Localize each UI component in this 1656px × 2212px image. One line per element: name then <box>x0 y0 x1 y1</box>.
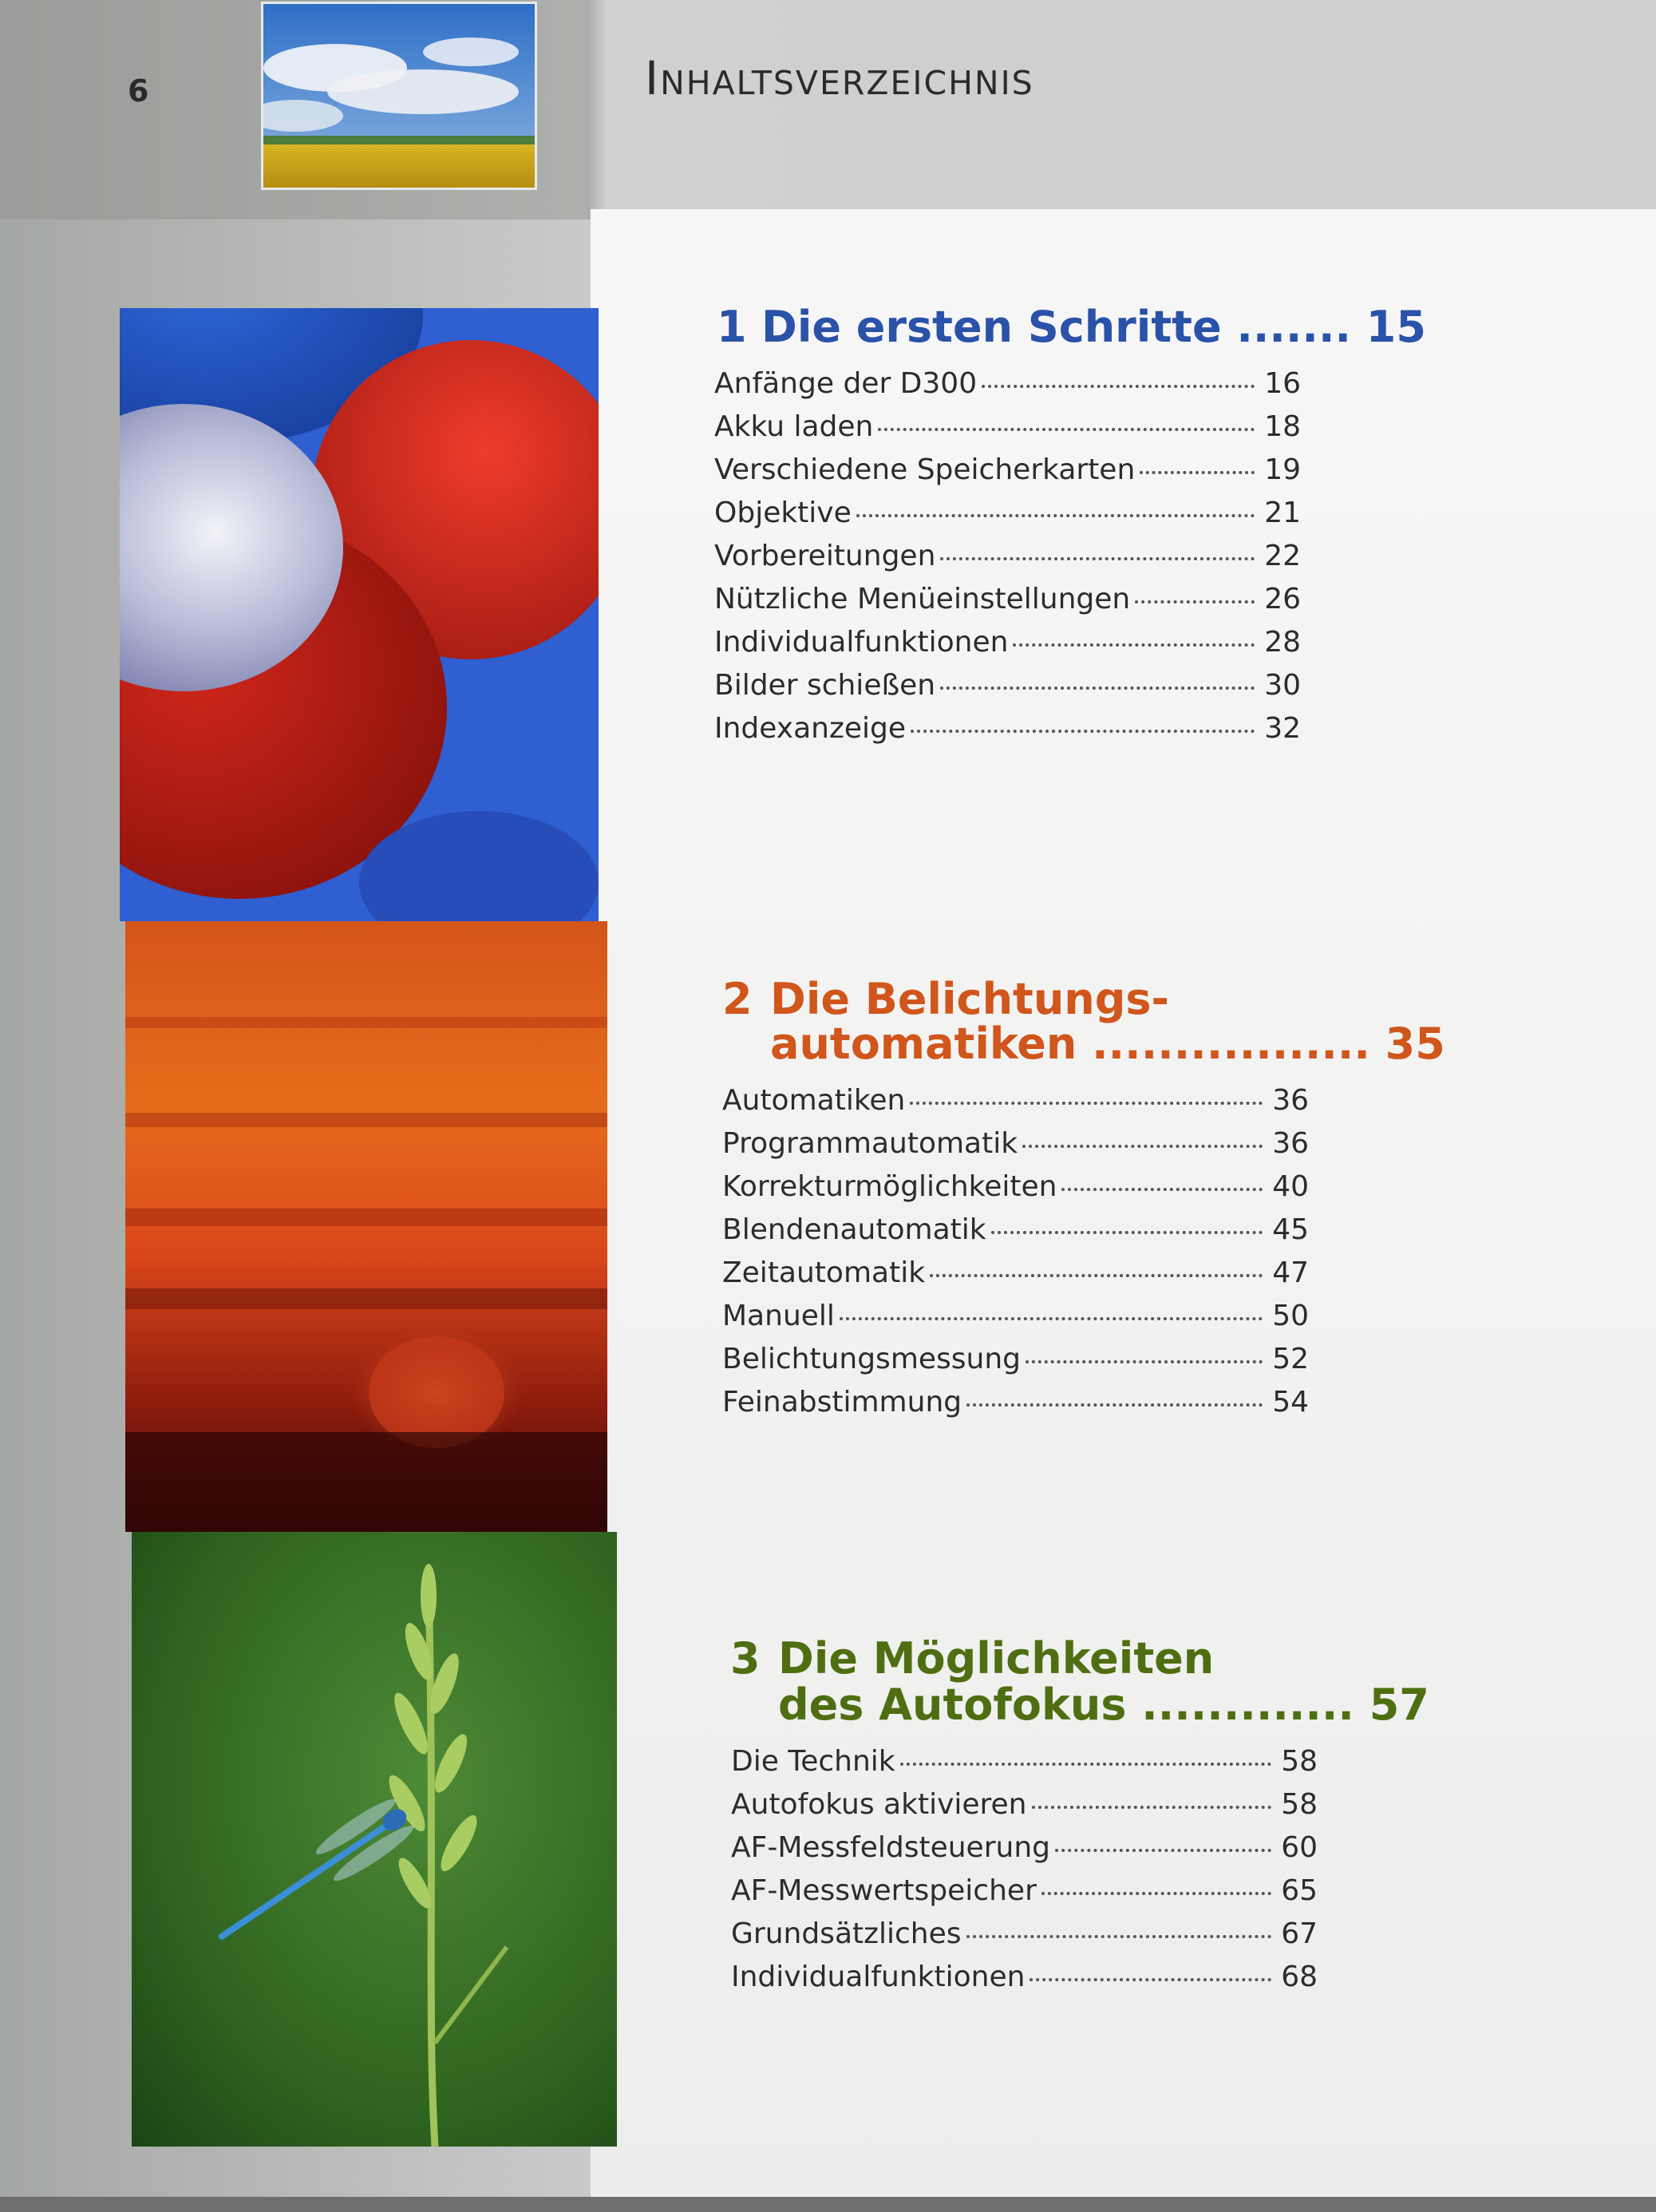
toc-entry-label: AF-Messwertspeicher <box>731 1874 1037 1907</box>
toc-entry-label: Blendenautomatik <box>722 1213 986 1246</box>
dot-leader <box>1032 1806 1272 1809</box>
toc-entry-page-number: 60 <box>1281 1831 1318 1864</box>
toc-entry[interactable] <box>714 410 1301 453</box>
dot-leader <box>982 385 1255 388</box>
dragonfly-grass-photo <box>132 1532 617 2147</box>
toc-entry-label: Programmautomatik <box>722 1127 1018 1160</box>
dot-leader <box>1022 1145 1263 1148</box>
toc-entry-page-number: 58 <box>1281 1788 1318 1821</box>
toc-entry-page-number: 40 <box>1272 1170 1309 1203</box>
chapter-3-title-line-1: Die Möglichkeiten <box>778 1633 1215 1684</box>
chapter-3-number: 3 <box>730 1633 761 1684</box>
toc-entry-label: Grundsätzliches <box>731 1917 962 1950</box>
dot-leader <box>1041 1892 1271 1895</box>
toc-entry-page-number: 36 <box>1272 1127 1309 1160</box>
toc-entry-label: Vorbereitungen <box>714 540 936 572</box>
toc-entry-label: Anfänge der D300 <box>714 367 978 400</box>
toc-entry-page-number: 36 <box>1272 1084 1309 1117</box>
toc-entry[interactable] <box>714 712 1301 755</box>
toc-entry[interactable] <box>714 453 1301 497</box>
toc-entry-label: Korrekturmöglichkeiten <box>722 1170 1057 1203</box>
toc-entry[interactable] <box>722 1084 1309 1127</box>
dot-leader <box>991 1231 1263 1234</box>
dot-leader <box>878 428 1255 431</box>
toc-entry[interactable] <box>731 1788 1318 1831</box>
toc-entry-label: Autofokus aktivieren <box>731 1788 1027 1821</box>
wheat-field-sky-thumbnail <box>261 2 537 190</box>
dot-leader <box>1140 471 1255 474</box>
dot-leader <box>1055 1849 1271 1852</box>
toc-entry-page-number: 54 <box>1272 1386 1309 1419</box>
toc-entry-label: Bilder schießen <box>714 669 936 702</box>
toc-entry[interactable] <box>731 1874 1318 1917</box>
dot-leader <box>856 514 1255 517</box>
chapter-1-number: 1 <box>717 302 747 352</box>
sunset-photo <box>125 921 607 1532</box>
toc-entry[interactable] <box>714 497 1301 540</box>
toc-entry-label: Manuell <box>722 1300 835 1332</box>
toc-entry[interactable] <box>714 583 1301 626</box>
dot-leader <box>911 730 1255 733</box>
toc-entry[interactable] <box>731 1917 1318 1961</box>
toc-entry[interactable] <box>714 626 1301 669</box>
dot-leader <box>1030 1978 1271 1981</box>
toc-entry-page-number: 47 <box>1272 1256 1309 1289</box>
toc-entry-page-number: 28 <box>1264 626 1301 659</box>
toc-entry-page-number: 30 <box>1264 669 1301 702</box>
toc-entry[interactable] <box>714 669 1301 712</box>
dot-leader <box>966 1935 1271 1938</box>
toc-entry-label: Verschiedene Speicherkarten <box>714 453 1136 486</box>
toc-entry-label: Die Technik <box>731 1745 895 1778</box>
balloons-photo <box>120 308 599 921</box>
toc-entry[interactable] <box>722 1386 1309 1429</box>
toc-entry[interactable] <box>722 1300 1309 1343</box>
toc-entry-page-number: 22 <box>1264 540 1301 572</box>
dot-leader <box>940 557 1255 560</box>
toc-entry-page-number: 26 <box>1264 583 1301 615</box>
dot-leader <box>966 1403 1263 1407</box>
toc-entry-label: Objektive <box>714 497 852 529</box>
toc-entry[interactable] <box>714 367 1301 410</box>
dot-leader <box>910 1102 1263 1105</box>
toc-entry-page-number: 58 <box>1281 1745 1318 1778</box>
toc-entry[interactable] <box>714 540 1301 583</box>
dot-leader <box>940 687 1255 690</box>
page-title: Inhaltsverzeichnis <box>645 51 1034 105</box>
toc-entry-page-number: 32 <box>1264 712 1301 745</box>
toc-entry[interactable] <box>731 1961 1318 2004</box>
toc-entry-label: Zeitautomatik <box>722 1256 926 1289</box>
toc-entry-page-number: 45 <box>1272 1213 1309 1246</box>
toc-entry[interactable] <box>722 1256 1309 1300</box>
chapter-2-number: 2 <box>722 974 753 1024</box>
toc-entry[interactable] <box>731 1745 1318 1788</box>
dot-leader <box>900 1763 1271 1766</box>
dot-leader <box>1026 1360 1263 1363</box>
toc-entry-page-number: 19 <box>1264 453 1301 486</box>
dot-leader <box>1061 1188 1263 1191</box>
chapter-2-title-line-1: Die Belichtungs- <box>770 974 1169 1024</box>
toc-entry-label: Automatiken <box>722 1084 906 1117</box>
toc-entry-label: Belichtungsmessung <box>722 1343 1022 1375</box>
chapter-1-title: Die ersten Schritte ....... 15 <box>761 302 1426 352</box>
dot-leader <box>1135 600 1255 603</box>
toc-entry[interactable] <box>731 1831 1318 1874</box>
toc-entry-label: Indexanzeige <box>714 712 907 745</box>
toc-entry[interactable] <box>722 1213 1309 1256</box>
toc-entry-page-number: 65 <box>1281 1874 1318 1907</box>
bottom-edge <box>0 2197 1656 2212</box>
toc-entry[interactable] <box>722 1170 1309 1213</box>
toc-entry-label: Nützliche Menüeinstellungen <box>714 583 1131 615</box>
toc-entry-page-number: 52 <box>1272 1343 1309 1375</box>
chapter-2-title-line-2: automatiken ................. 35 <box>770 1019 1445 1069</box>
chapter-3-title-line-2: des Autofokus ............. 57 <box>778 1680 1429 1730</box>
toc-entry-label: Individualfunktionen <box>714 626 1009 659</box>
header-band <box>0 0 1656 220</box>
toc-entry-label: Feinabstimmung <box>722 1386 962 1419</box>
dot-leader <box>1013 643 1255 647</box>
toc-entry[interactable] <box>722 1343 1309 1386</box>
page-number: 6 <box>128 73 149 109</box>
toc-entry-label: AF-Messfeldsteuerung <box>731 1831 1050 1864</box>
toc-entry-page-number: 21 <box>1264 497 1301 529</box>
toc-entry-page-number: 67 <box>1281 1917 1318 1950</box>
toc-entry-page-number: 18 <box>1264 410 1301 443</box>
dot-leader <box>840 1317 1263 1320</box>
toc-entry-label: Akku laden <box>714 410 874 443</box>
toc-entry[interactable] <box>722 1127 1309 1170</box>
toc-entry-page-number: 68 <box>1281 1961 1318 1993</box>
toc-entry-page-number: 16 <box>1264 367 1301 400</box>
toc-entry-page-number: 50 <box>1272 1300 1309 1332</box>
dot-leader <box>930 1274 1263 1277</box>
toc-entry-label: Individualfunktionen <box>731 1961 1026 1993</box>
